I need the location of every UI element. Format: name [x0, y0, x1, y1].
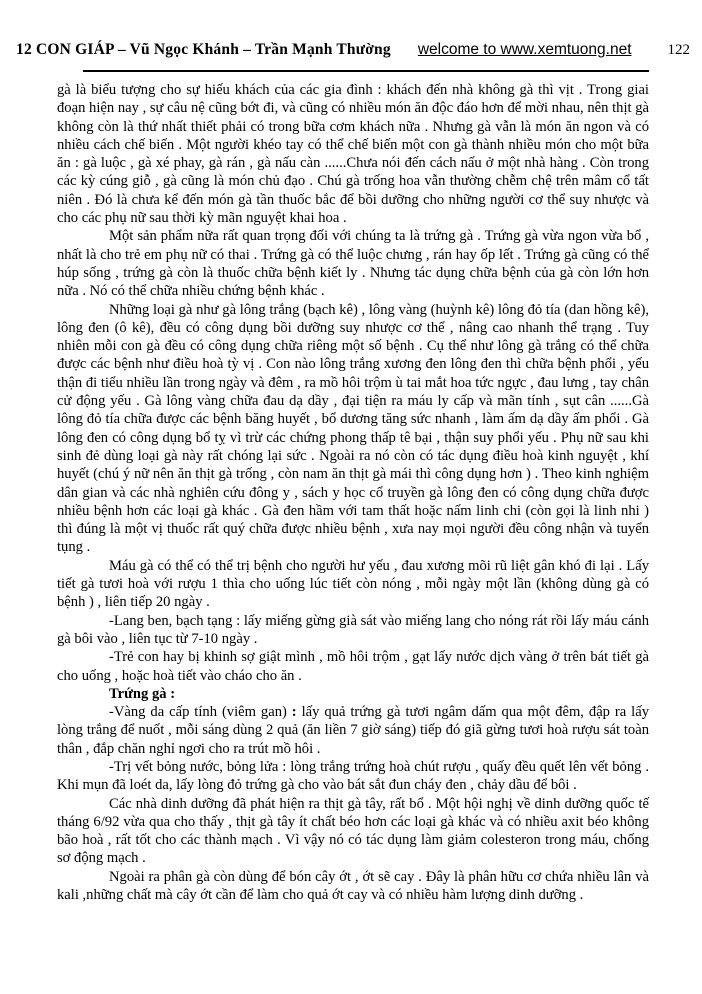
- section-heading: [57, 685, 649, 703]
- text-run: Các nhà dinh dưỡng đã phát hiện ra thịt gà tây, rất bổ . Một hội nghị về dinh dưỡng quốc tế tháng 6/92 vừa qua cho thấy , thịt gà tây ít chất béo hơn các loại gà khác và có nhiều axit béo không bão hoà , rất tốt cho các thành mạch . Vì vậy nó có tác dụng làm giảm colesteron trong máu, chống sơ động mạch .: [57, 795, 649, 867]
- book-title: 12 CON GIÁP – Vũ Ngọc Khánh – Trần Mạnh Thường: [16, 41, 391, 58]
- paragraph: [57, 227, 649, 300]
- paragraph: [57, 795, 649, 868]
- text-run: Một sản phẩm nữa rất quan trọng đối với chúng ta là trứng gà . Trứng gà vừa ngon vừa bổ , nhất là cho trẻ em phụ nữ có thai . Trứng gà có thể luộc chưng , rán hay ốp lết . Trứng gà cũng có thể húp sống , trứng gà còn là thuốc chữa bệnh kiết ly . Nhưng tác dụng chữa bệnh của gà còn lớn hơn nữa . Nó có thể chữa nhiều chứng bệnh khác .: [57, 228, 649, 300]
- page-header: [16, 41, 690, 59]
- page-body: [57, 81, 649, 904]
- text-run: Máu gà có thể có thể trị bệnh cho người hư yếu , đau xương mõi rũ liệt gân khó đi lại . Lấy tiết gà tươi hoà với rượu 1 thìa cho uống lúc tiết còn nóng , mỗi ngày một lần (không dùng gà có bệnh ) , liên tiếp 20 ngày .: [57, 557, 649, 611]
- text-run: Những loại gà như gà lông trắng (bạch kê) , lông vàng (huỳnh kê) lông đỏ tía (dan hồng kê), lông đen (ô kê), đều có công dụng bồi dưỡng suy nhược cơ thể , nâng cao nhanh thể trạng . Tuy nhiên mỗi con gà đều có công dụng chữa riêng một số bệnh . Cụ thể như lông gà trắng có thể chữa được các bệnh như điều hoà tỳ vị . Con nào lông trắng xương đen lông đen thì chữa bệnh phổi , yếu thận đi tiểu nhiều lần trong ngày và đêm , ra mồ hôi trộm ù tai mắt hoa tức ngực , đau lưng , tay chân cử động yếu . Gà lông vàng chữa đau dạ dầy , đại tiện ra máu ly cấp và mãn tính , sụt cân ......Gà lông đỏ tía chữa được các bệnh băng huyết , bổ dương tăng sức nhanh , làm ấm dạ dầy ấm phổi . Gà lông đen có công dụng bổ tỵ vì trừ các chứng phong thấp tê bại , thận suy phổi yếu . Phụ nữ sau khi sinh đẻ dùng loại gà này rất chóng lại sức . Ngoài ra nó còn có tác dụng điều hoà kinh nguyệt , khí huyết (chú ý nữ nên ăn thịt gà trống , còn nam ăn thịt gà mái thì công dụng hơn ) . Theo kinh nghiệm dân gian và các nhà nghiên cứu đông y , sách y học cổ truyền gà lông đen có công dụng chữa được nhiều bệnh hơn các loại gà khác . Gà đen hầm với tam thất hoặc nấm linh chi (còn gọi là linh nhi ) thì đúng là một vị thuốc rất quý chữa được nhiều bệnh , xưa nay mọi người đều công nhận và tuyển tụng .: [57, 301, 649, 556]
- page-number: 122: [667, 42, 690, 58]
- text-run: -Vàng da cấp tính (viêm gan): [109, 704, 292, 721]
- header-divider: [83, 70, 649, 72]
- paragraph: [57, 758, 649, 795]
- text-run: -Trẻ con hay bị khinh sợ giật mình , mồ hôi trộm , gạt lấy nước dịch vàng ở trên bát tiết gà cho uống , hoặc hoà tiết vào cháo cho ăn .: [57, 649, 649, 684]
- website-link[interactable]: welcome to www.xemtuong.net: [417, 41, 632, 58]
- bold-text-run: Trứng gà :: [109, 685, 176, 702]
- paragraph: [57, 301, 649, 557]
- paragraph: [57, 648, 649, 685]
- paragraph: [57, 868, 649, 905]
- paragraph: [57, 81, 649, 227]
- text-run: gà là biểu tượng cho sự hiếu khách của các gia đình : khách đến nhà không gà thì vịt . Trong giai đoạn hiện nay , sự câu nệ cũng bớt đi, và cũng có nhiều món ăn độc đáo hơn để mời nhau, nên thịt gà không còn là thứ nhất thiết phải có trong bữa cơm khách nữa . Nhưng gà vẫn là món ăn ngon và có nhiều cách chế biến . Một người khéo tay có thể chế biến một con gà thành nhiều món cho một bữa ăn : gà luộc , gà xé phay, gà rán , gà nấu càn ......Chưa nói đến cách nấu ở một nhà hàng . Còn trong các kỳ cúng giỗ , gà cũng là món chủ đạo . Chú gà trống hoa vẫn thường chễm chệ trên mâm cổ tất niên . Đó là chưa kể đến món gà tần thuốc bắc để bồi dưỡng cho những người cơ thể suy nhược và cho các phụ nữ sau thời kỳ mãn nguyệt khai hoa .: [57, 82, 649, 227]
- bold-text-run: :: [291, 704, 297, 721]
- paragraph: [57, 557, 649, 612]
- text-run: lấy quả trứng gà tươi ngâm dấm qua một đêm, đập ra lấy lòng trắng để nuốt , mỗi sáng dùng 2 quả (ăn liền 7 giờ sáng) tiếp đó giã gừng tươi hoà rượu sát toàn thân , đắp chăn nghỉ ngơi cho ra trút mồ hôi .: [57, 704, 650, 757]
- paragraph: [57, 612, 649, 649]
- paragraph: [57, 703, 649, 758]
- text-run: -Trị vết bỏng nước, bỏng lửa : lòng trắng trứng hoà chút rượu , quấy đều quết lên vết bỏng . Khi mụn đã loét da, lấy lòng đỏ trứng gà cho vào bát sắt đun cháy đen , chảy dầu để bôi .: [57, 758, 649, 794]
- text-run: Ngoài ra phân gà còn dùng để bón cây ớt , ớt sẽ cay . Đây là phân hữu cơ chứa nhiều lân và kali ,những chất mà cây ớt cần để làm cho quả ớt cay và có nhiều hàm lượng dinh dưỡng .: [57, 868, 649, 904]
- text-run: -Lang ben, bạch tạng : lấy miếng gừng già sát vào miếng lang cho nóng rát rồi lấy máu cánh gà bôi vào , liên tục từ 7-10 ngày .: [57, 612, 649, 647]
